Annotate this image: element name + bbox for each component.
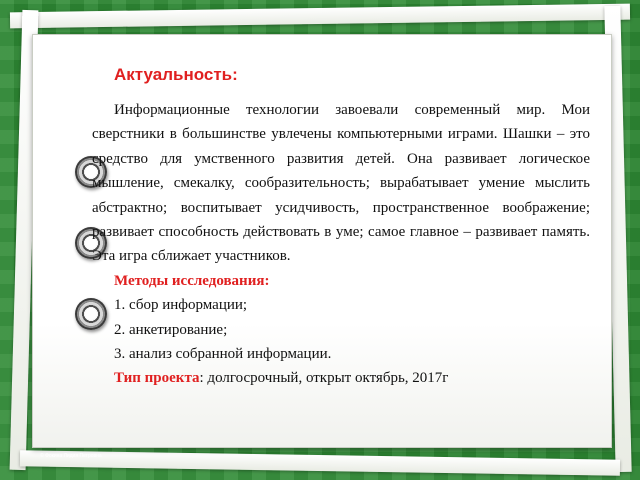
method-item: 3. анализ собранной информации. <box>114 346 332 363</box>
relevance-paragraph: Информационные технологии завоевали современный мир. Мои сверстники в большинстве увлечены компьютерными играми. Шашки – это средство для умственного развития детей. Она развивает логическое мышление, смекалку, сообразительность; вырабатывает умение мыслить абстрактно; воспитывает усидчивость, пространственное воображение; развивает способность действовать в уме; самое главное – развивает память. Эта игра сближает участников. <box>92 102 590 265</box>
project-type-value: : долгосрочный, открыт октябрь, 2017г <box>199 370 449 387</box>
method-item: 1. сбор информации; <box>114 297 248 314</box>
slide-content <box>92 60 590 391</box>
methods-heading: Методы исследования: <box>114 272 270 289</box>
project-type-line <box>114 366 590 390</box>
decor-strip-bottom <box>20 450 620 475</box>
slide-title: Актуальность: <box>114 65 238 84</box>
decor-strip-top <box>10 4 630 29</box>
project-type-label: Тип проекта <box>114 370 200 387</box>
copyright-text: © Фокина Лидия Петровна <box>40 453 102 459</box>
method-item: 2. анкетирование; <box>114 321 228 338</box>
